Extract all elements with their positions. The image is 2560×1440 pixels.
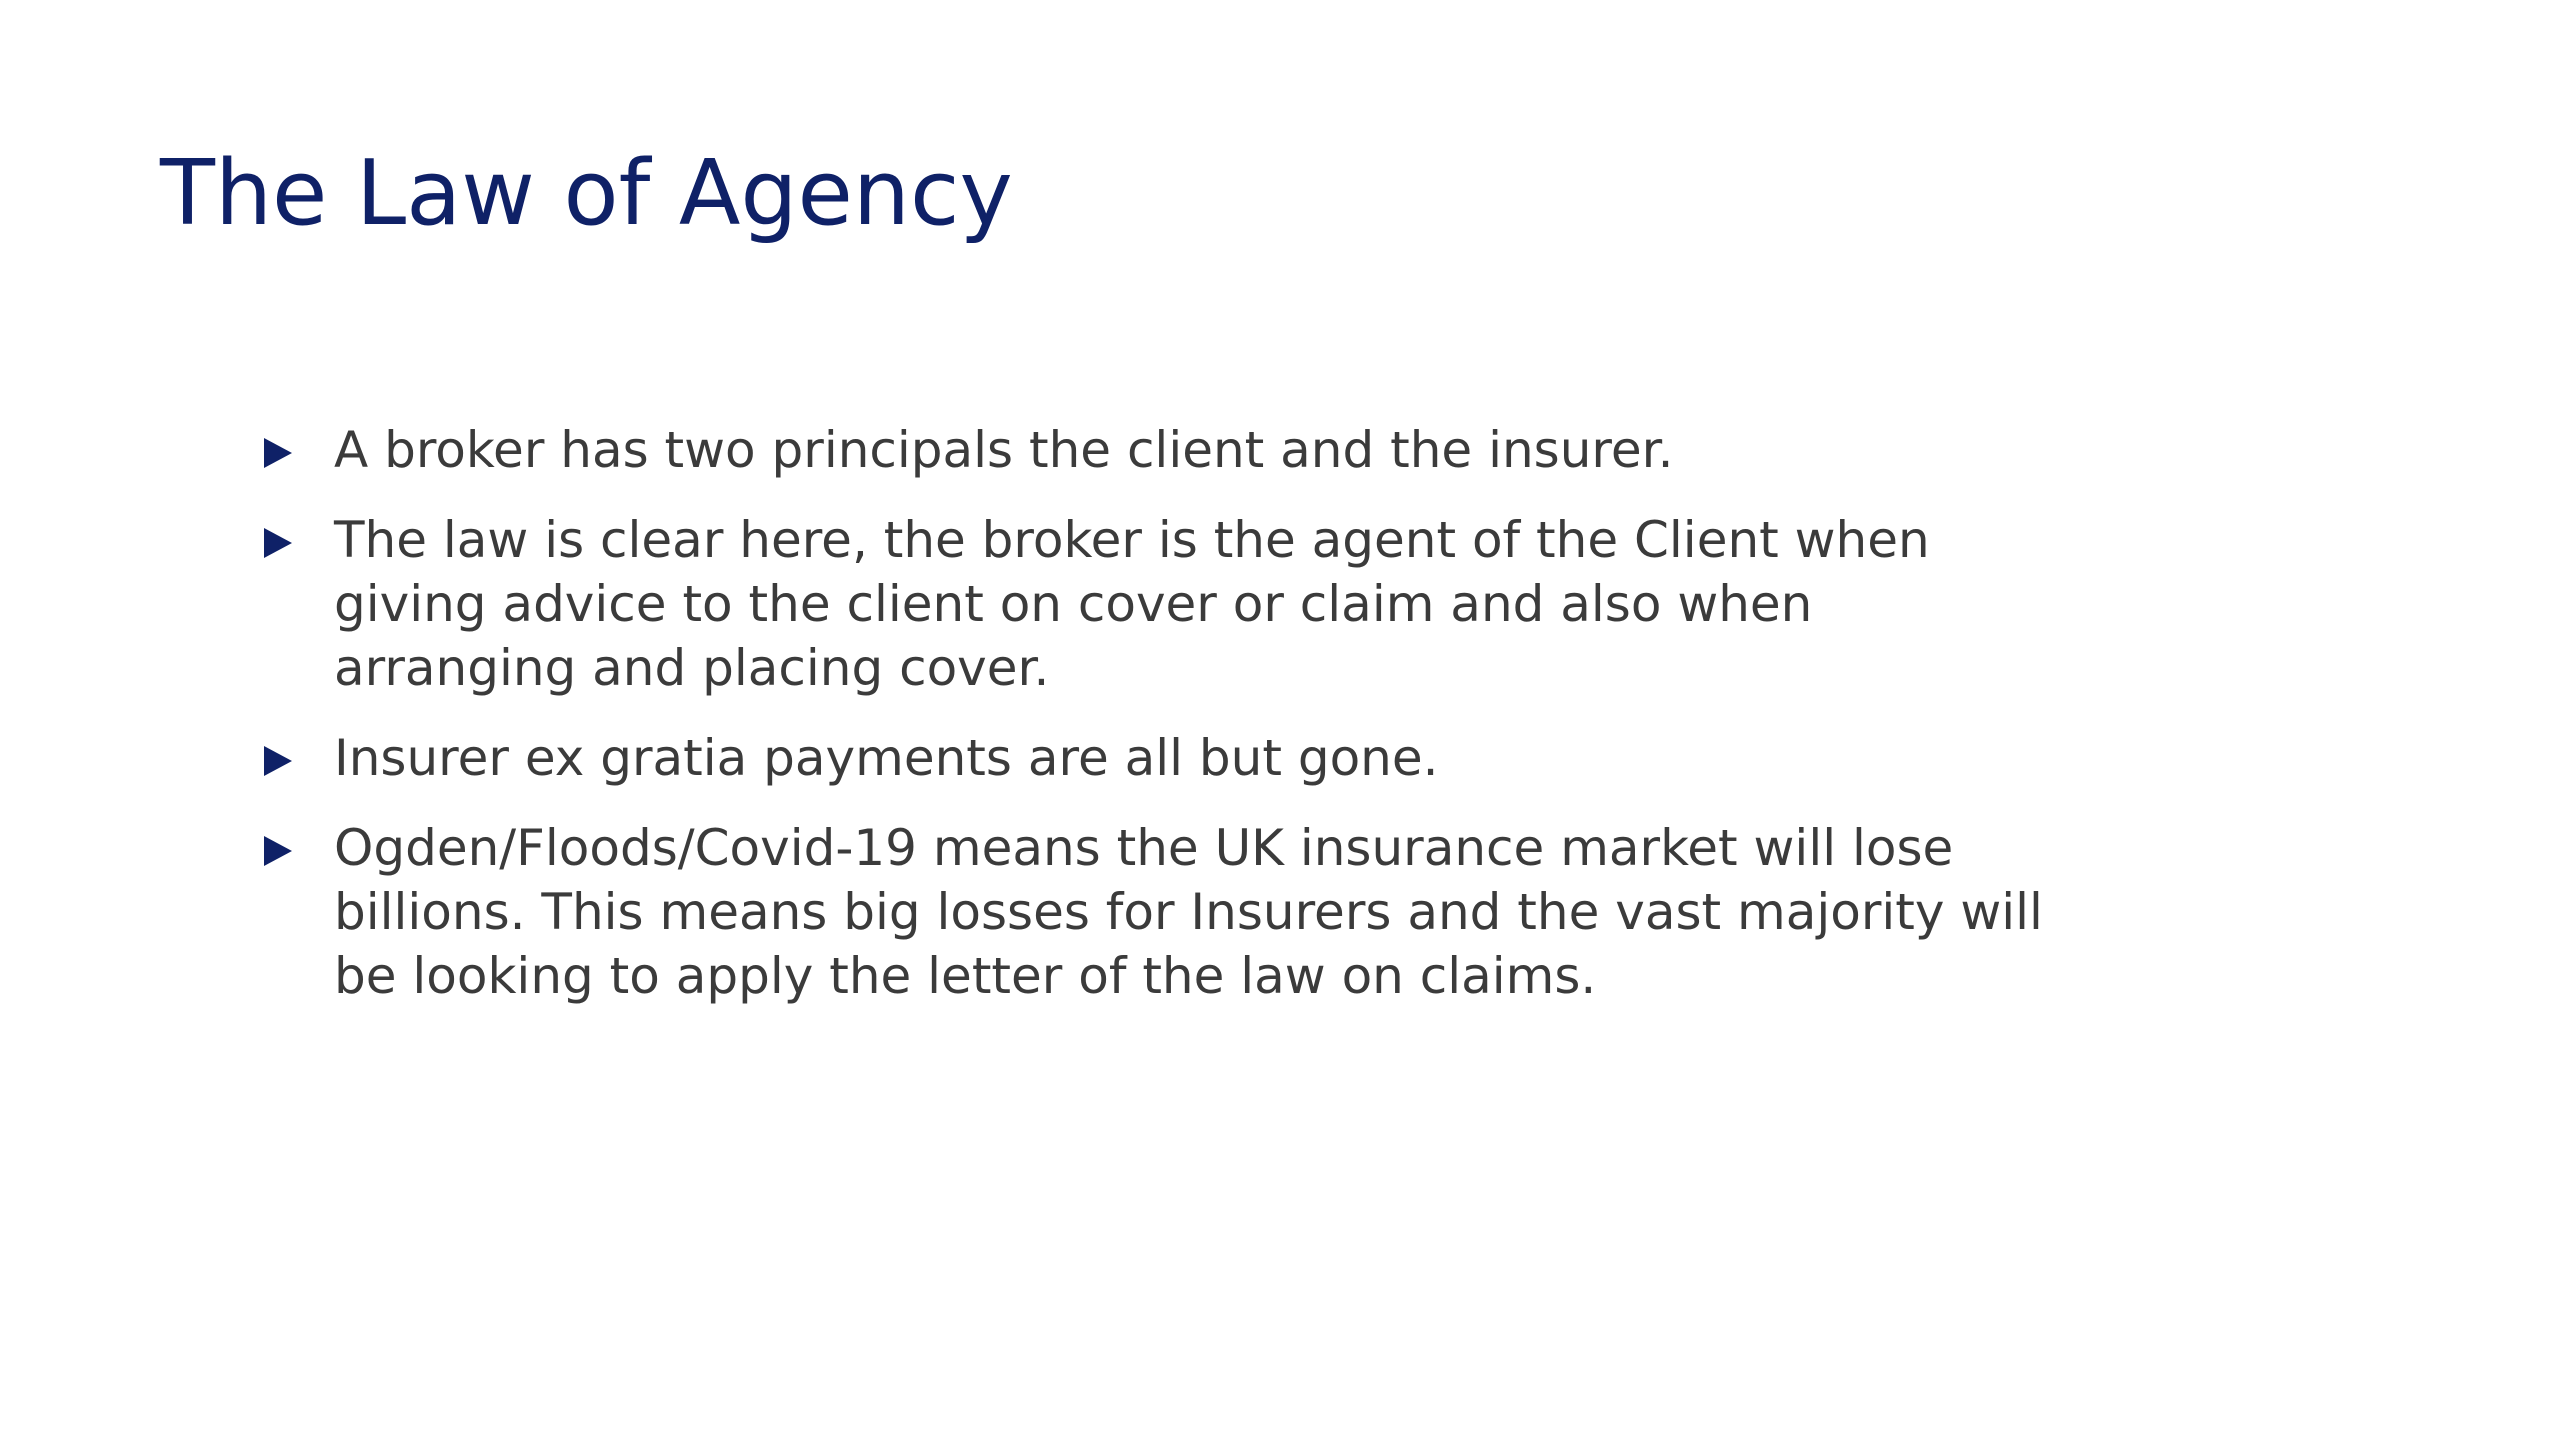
bullet-text: Insurer ex gratia payments are all but gone.	[334, 729, 1439, 787]
bullet-item	[264, 508, 2044, 700]
bullet-text: A broker has two principals the client and the insurer.	[334, 421, 1674, 479]
triangle-right-icon	[264, 836, 292, 866]
bullet-item	[264, 816, 2044, 1008]
bullet-text: The law is clear here, the broker is the agent of the Client when giving advice to the client on cover or claim and also when arranging and placing cover.	[334, 511, 1930, 697]
slide-title: The Law of Agency	[160, 141, 1013, 246]
bullet-list	[264, 418, 2044, 1034]
triangle-right-icon	[264, 528, 292, 558]
triangle-right-icon	[264, 746, 292, 776]
bullet-text: Ogden/Floods/Covid-19 means the UK insurance market will lose billions. This means big losses for Insurers and the vast majority will be looking to apply the letter of the law on claims.	[334, 819, 2043, 1005]
bullet-item	[264, 726, 2044, 790]
triangle-right-icon	[264, 438, 292, 468]
bullet-item	[264, 418, 2044, 482]
